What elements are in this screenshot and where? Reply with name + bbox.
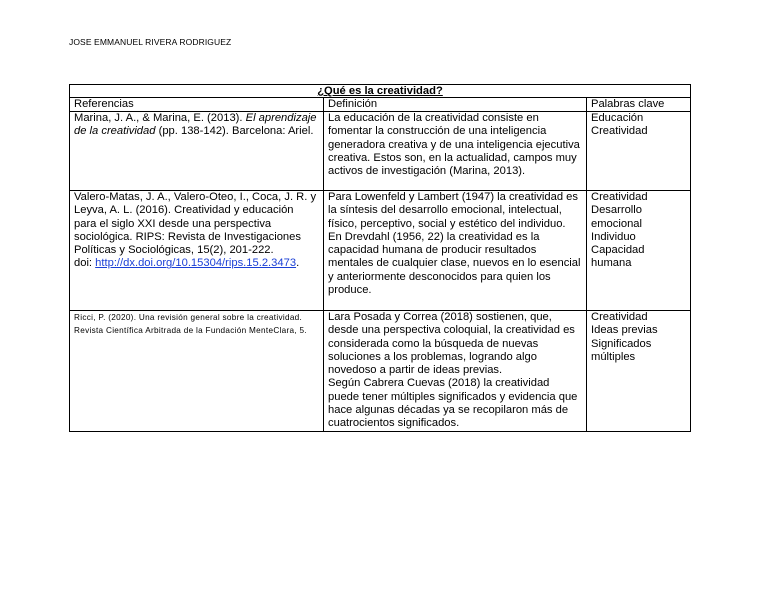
header-palabras-clave: Palabras clave: [587, 98, 691, 112]
keyword: Ideas previas: [591, 324, 658, 337]
reference-text: Marina, J. A., & Marina, E. (2013).: [74, 112, 246, 124]
definition-text: La educación de la creatividad consiste en fomentar la construcción de una inteligencia generadora creativa y de una inteligencia ejecutiva creativa. Estos son, en la actualidad, campos muy activos de investigación (Marina, 2013).: [328, 112, 580, 178]
keyword: múltiples: [591, 350, 636, 363]
keyword: Creatividad: [591, 125, 648, 138]
header-definicion: Definición: [324, 98, 587, 112]
definition-cell: [324, 112, 587, 191]
reference-cell: [70, 311, 324, 432]
keywords-cell: [587, 112, 691, 191]
table-row: [70, 311, 691, 432]
reference-text: Ricci, P. (2020). Una revisión general sobre la creatividad. Revista Científica Arbitrada de la Fundación MenteClara, 5.: [74, 313, 307, 336]
book-title: El aprendizaje de la creatividad: [74, 112, 317, 138]
keyword: Capacidad: [591, 244, 645, 257]
keyword: emocional: [591, 217, 642, 230]
doi-label: doi:: [74, 257, 96, 270]
keyword: Individuo: [591, 230, 636, 243]
table-title: ¿Qué es la creatividad?: [70, 85, 691, 98]
definition-text: Para Lowenfeld y Lambert (1947) la creatividad es la síntesis del desarrollo emocional, intelectual, físico, perceptivo, social y estético del individuo.: [328, 191, 578, 230]
definition-text: En Drevdahl (1956, 22) la creatividad es la capacidad humana de producir resultados mentales de cualquier clase, nuevos en lo esencial y anteriormente desconocidos para quien los produce.: [328, 230, 581, 297]
keyword: Educación: [591, 112, 644, 124]
keywords-cell: [587, 311, 691, 432]
header-referencias: Referencias: [70, 98, 324, 112]
keyword: humana: [591, 257, 632, 270]
reference-text: Valero-Matas, J. A., Valero-Oteo, I., Coca, J. R. y Leyva, A. L. (2016). Creatividad y educación para el siglo XXI desde una perspectiva sociológica. RIPS: Revista de Investigaciones Políticas y Sociológicas, 15(2), 201-222.: [74, 191, 317, 257]
reference-cell: [70, 191, 324, 311]
reference-text: (pp. 138-142). Barcelona: Ariel.: [155, 125, 314, 138]
doi-end: .: [296, 257, 300, 270]
keyword: Significados: [591, 337, 652, 350]
keywords-cell: [587, 191, 691, 311]
author-name: JOSE EMMANUEL RIVERA RODRIGUEZ: [69, 37, 232, 47]
definition-text: Lara Posada y Correa (2018) sostienen, que, desde una perspectiva coloquial, la creatividad es considerada como la búsqueda de nuevas soluciones a los problemas, logrando algo novedoso a partir de ideas previas.: [328, 311, 575, 377]
definition-text: Según Cabrera Cuevas (2018) la creatividad puede tener múltiples significados y evidencia que hace algunas décadas ya se recopilaron más de cuatrocientos significados.: [328, 377, 578, 430]
definition-cell: [324, 191, 587, 311]
reference-cell: [70, 112, 324, 191]
definition-cell: [324, 311, 587, 432]
keyword: Creatividad: [591, 311, 648, 323]
doi-link[interactable]: http://dx.doi.org/10.15304/rips.15.2.3473: [95, 257, 297, 270]
table-row: [70, 112, 691, 191]
keyword: Desarrollo: [591, 204, 642, 217]
table-row: [70, 191, 691, 311]
keyword: Creatividad: [591, 191, 648, 203]
creativity-table: [69, 84, 691, 432]
